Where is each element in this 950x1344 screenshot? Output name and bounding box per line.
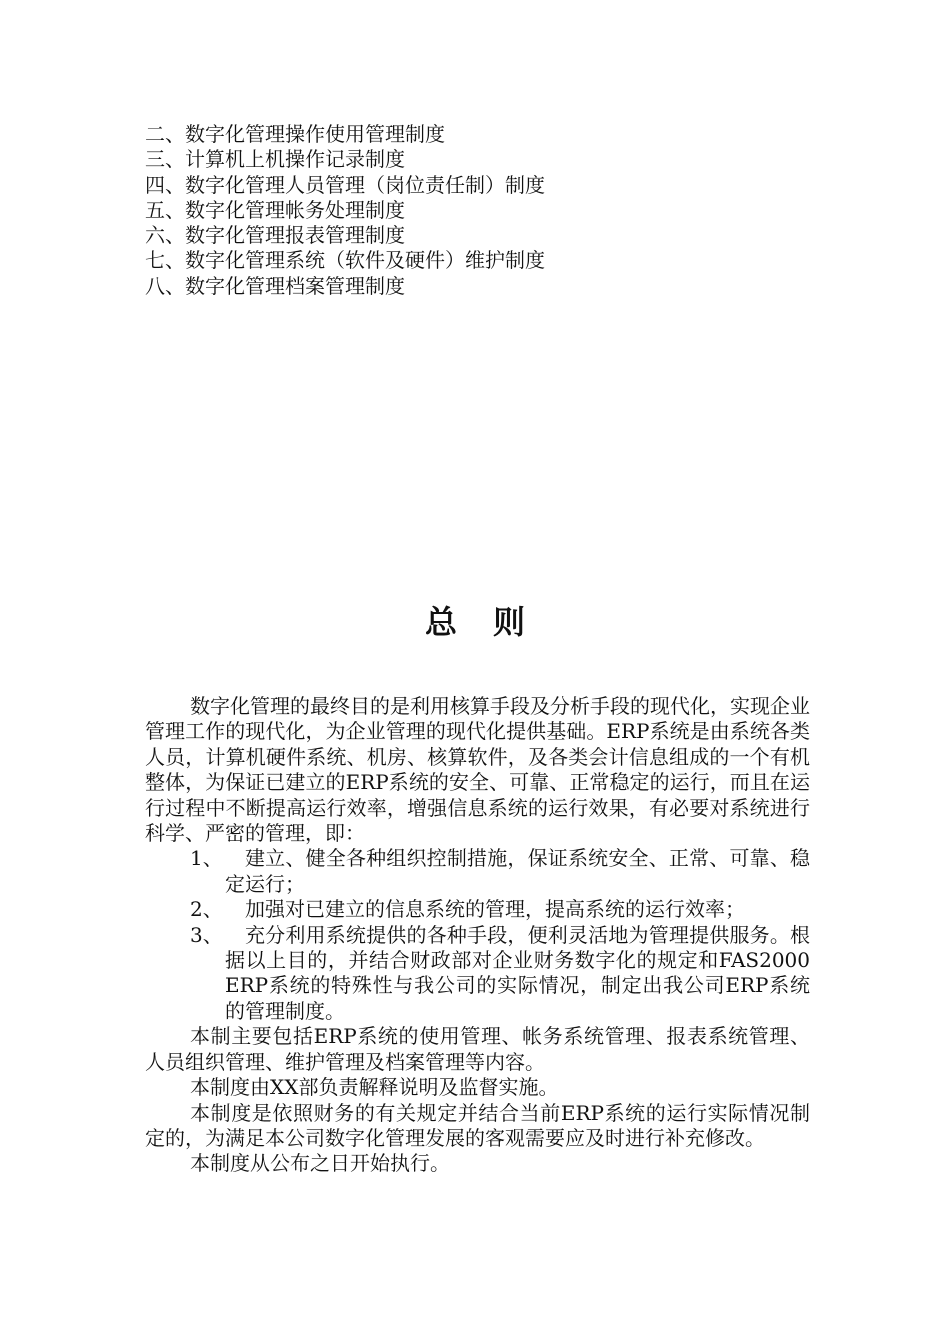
- numbered-list: [145, 846, 810, 1024]
- list-item: [145, 923, 810, 1025]
- body-paragraph: 本制度由XX部负责解释说明及监督实施。: [190, 1075, 559, 1100]
- toc-item: 六、数字化管理报表管理制度: [145, 223, 405, 248]
- toc-item: 五、数字化管理帐务处理制度: [145, 197, 405, 222]
- body-paragraph: 本制度从公布之日开始执行。: [190, 1151, 450, 1176]
- list-item: [145, 846, 810, 897]
- body-paragraph: 本制度是依照财务的有关规定并结合当前ERP系统的运行实际情况制定的，为满足本公司数字化管理发展的客观需要应及时进行补充修改。: [145, 1100, 810, 1150]
- list-item-number: 3、: [190, 922, 223, 947]
- list-item-text: 加强对已建立的信息系统的管理，提高系统的运行效率；: [245, 897, 745, 922]
- list-item-text: 建立、健全各种组织控制措施，保证系统安全、正常、可靠、稳定运行；: [225, 846, 810, 896]
- list-item-number: 2、: [190, 897, 223, 922]
- toc-item: 四、数字化管理人员管理（岗位责任制）制度: [145, 172, 545, 197]
- list-item: [145, 897, 810, 922]
- intro-paragraph: 数字化管理的最终目的是利用核算手段及分析手段的现代化，实现企业管理工作的现代化，为企业管理的现代化提供基础。ERP系统是由系统各类人员，计算机硬件系统、机房、核算软件，及各类会计信息组成的一个有机整体，为保证已建立的ERP系统的安全、可靠、正常稳定的运行，而且在运行过程中不断提高运行效率，增强信息系统的运行效果，有必要对系统进行科学、严密的管理，即：: [145, 694, 810, 846]
- toc-list: [145, 122, 825, 299]
- list-item-number: 1、: [190, 846, 223, 871]
- body-paragraph: 本制主要包括ERP系统的使用管理、帐务系统管理、报表系统管理、人员组织管理、维护管理及档案管理等内容。: [145, 1024, 810, 1074]
- toc-item: 七、数字化管理系统（软件及硬件）维护制度: [145, 248, 545, 273]
- toc-item: 八、数字化管理档案管理制度: [145, 273, 405, 298]
- toc-item: 二、数字化管理操作使用管理制度: [145, 122, 445, 146]
- list-item-text: 充分利用系统提供的各种手段，便利灵活地为管理提供服务。根据以上目的，并结合财政部对企业财务数字化的规定和FAS2000 ERP系统的特殊性与我公司的实际情况，制定出我公司ERP系统的管理制度。: [225, 922, 810, 1023]
- section-title: 总则: [424, 603, 561, 641]
- toc-item: 三、计算机上机操作记录制度: [145, 147, 405, 172]
- section-body: [145, 694, 810, 1177]
